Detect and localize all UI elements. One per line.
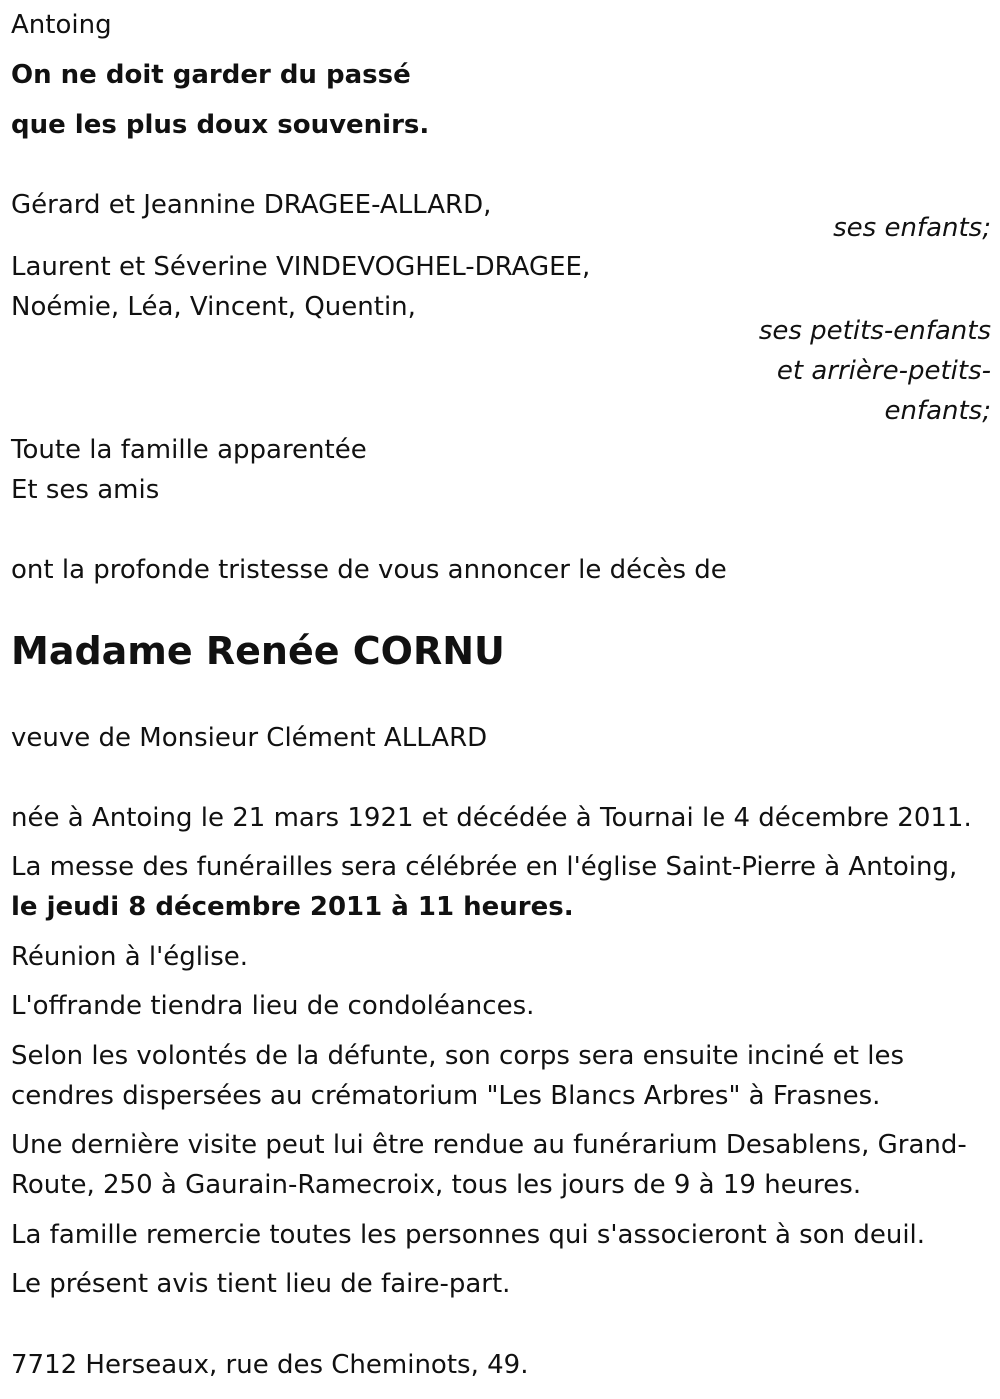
grandchildren-names-2: Noémie, Léa, Vincent, Quentin, bbox=[11, 292, 416, 322]
location: Antoing bbox=[11, 10, 112, 40]
cremation-line-2: cendres dispersées au crématorium "Les Blancs Arbres" à Frasnes. bbox=[11, 1081, 881, 1111]
visit-line-2: Route, 250 à Gaurain-Ramecroix, tous les jours de 9 à 19 heures. bbox=[11, 1170, 862, 1200]
friends: Et ses amis bbox=[11, 475, 160, 505]
thanks: La famille remercie toutes les personnes qui s'associeront à son deuil. bbox=[11, 1220, 926, 1250]
funeral-line-2: le jeudi 8 décembre 2011 à 11 heures. bbox=[11, 892, 574, 922]
grandchildren-names-1: Laurent et Séverine VINDEVOGHEL-DRAGEE, bbox=[11, 252, 591, 282]
epitaph-line-2: que les plus doux souvenirs. bbox=[11, 110, 430, 140]
deceased-name: Madame Renée CORNU bbox=[11, 629, 505, 673]
grandchildren-role-3: enfants; bbox=[884, 396, 991, 426]
visit-line-1: Une dernière visite peut lui être rendue au funérarium Desablens, Grand- bbox=[11, 1130, 967, 1160]
grandchildren-role-2: et arrière-petits- bbox=[776, 356, 991, 386]
funeral-line-1: La messe des funérailles sera célébrée en l'église Saint-Pierre à Antoing, bbox=[11, 852, 958, 882]
birth-death: née à Antoing le 21 mars 1921 et décédée à Tournai le 4 décembre 2011. bbox=[11, 803, 972, 833]
relatives: Toute la famille apparentée bbox=[11, 435, 367, 465]
children-names: Gérard et Jeannine DRAGEE-ALLARD, bbox=[11, 190, 492, 220]
offering: L'offrande tiendra lieu de condoléances. bbox=[11, 991, 535, 1021]
meeting: Réunion à l'église. bbox=[11, 942, 249, 972]
grandchildren-role-1: ses petits-enfants bbox=[758, 316, 991, 346]
children-role: ses enfants; bbox=[833, 213, 991, 243]
cremation-line-1: Selon les volontés de la défunte, son corps sera ensuite inciné et les bbox=[11, 1041, 905, 1071]
announcement: ont la profonde tristesse de vous annoncer le décès de bbox=[11, 555, 727, 585]
widow-of: veuve de Monsieur Clément ALLARD bbox=[11, 723, 488, 753]
notice: Le présent avis tient lieu de faire-part. bbox=[11, 1269, 511, 1299]
epitaph-line-1: On ne doit garder du passé bbox=[11, 60, 411, 90]
address: 7712 Herseaux, rue des Cheminots, 49. bbox=[11, 1350, 529, 1380]
